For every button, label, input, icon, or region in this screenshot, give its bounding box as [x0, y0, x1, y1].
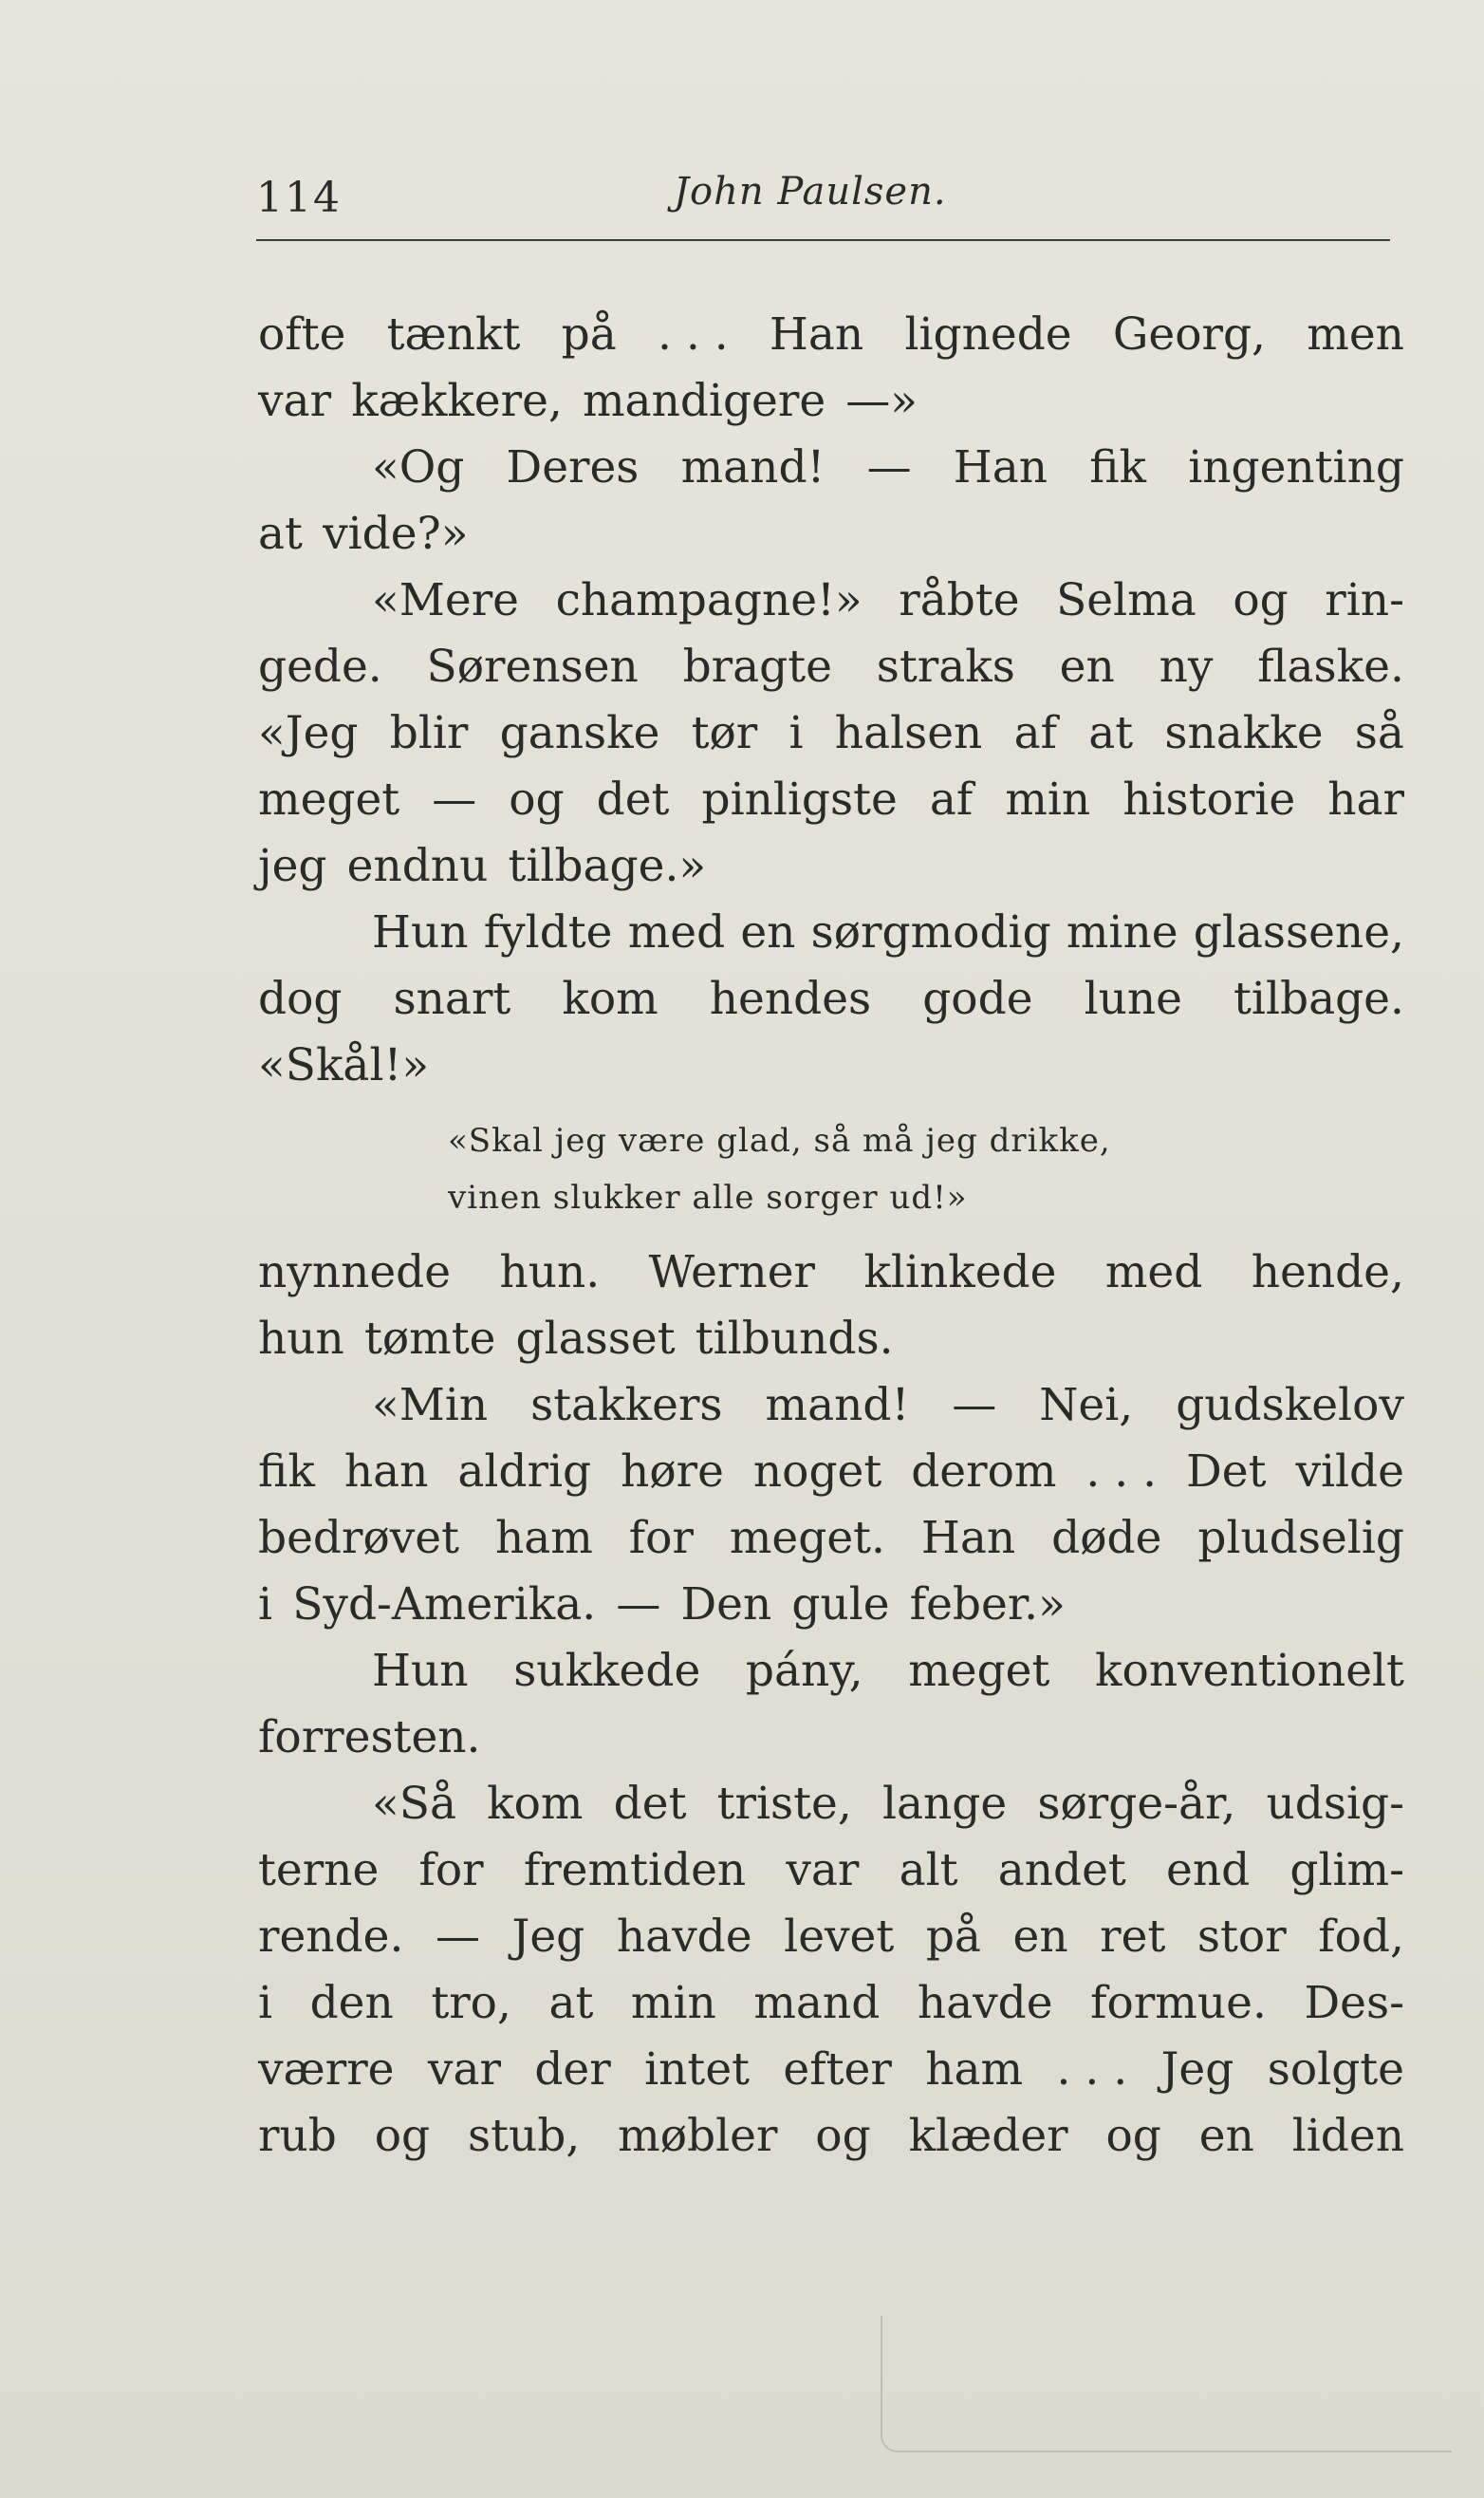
- word: triste,: [716, 1778, 852, 1830]
- word: men: [1307, 308, 1404, 361]
- word: kækkere,: [351, 375, 563, 427]
- text-line: [258, 302, 1404, 368]
- word: der: [534, 2043, 611, 2096]
- text-line: [258, 1837, 1404, 1904]
- text-line: [258, 900, 1404, 966]
- word: gode: [922, 973, 1033, 1025]
- word: har: [1327, 774, 1404, 826]
- word: en: [1198, 2110, 1254, 2162]
- word: mand!: [765, 1379, 910, 1431]
- word: —: [866, 441, 912, 494]
- word: Selma: [1056, 574, 1196, 626]
- word: endnu: [346, 840, 489, 892]
- word: værre: [258, 2043, 395, 2096]
- word: «Mere: [372, 574, 519, 626]
- text-line: [258, 501, 1404, 568]
- word: stub,: [467, 2110, 581, 2162]
- word: havde: [616, 1911, 752, 1963]
- word: tør: [691, 707, 758, 759]
- page-header: [256, 157, 1390, 233]
- word: hendes: [709, 973, 872, 1025]
- text-line: [258, 1771, 1404, 1837]
- word: pinligste: [701, 774, 898, 826]
- word: snakke: [1164, 707, 1324, 759]
- word: . . .: [1056, 2043, 1128, 2096]
- word: alt: [899, 1844, 958, 1896]
- text-line: [258, 568, 1404, 634]
- word: af: [929, 774, 974, 826]
- word: for: [418, 1844, 484, 1896]
- word: glassene,: [1193, 906, 1404, 959]
- text-line: [258, 634, 1404, 700]
- word: Werner: [648, 1246, 815, 1298]
- word: ham: [925, 2043, 1024, 2096]
- verse-quotation: [258, 1112, 1404, 1226]
- word: at: [548, 1977, 594, 2029]
- word: dog: [258, 973, 343, 1025]
- text-line: [258, 1638, 1404, 1705]
- running-head: John Paulsen.: [674, 170, 947, 214]
- verse-line: vinen slukker alle sorger ud!»: [448, 1179, 968, 1217]
- text-line: [258, 2037, 1404, 2103]
- word: på: [561, 308, 617, 361]
- word: mine: [1066, 906, 1178, 959]
- word: forresten.: [258, 1711, 481, 1763]
- word: og: [815, 2110, 871, 2162]
- word: var: [258, 375, 332, 427]
- word: pludselig: [1197, 1512, 1404, 1564]
- word: fyldte: [483, 906, 613, 959]
- word: Jeg: [511, 1911, 585, 1963]
- word: ny: [1159, 641, 1214, 693]
- text-line: [258, 1705, 1404, 1771]
- word: den: [309, 1977, 394, 2029]
- word: nynnede: [258, 1246, 452, 1298]
- word: så: [1354, 707, 1404, 759]
- word: terne: [258, 1844, 380, 1896]
- word: ham: [494, 1512, 593, 1564]
- word: hun: [258, 1313, 344, 1365]
- word: «Så: [372, 1778, 456, 1830]
- word: i: [788, 707, 804, 759]
- word: på: [925, 1911, 981, 1963]
- word: Nei,: [1039, 1379, 1134, 1431]
- text-line: [258, 1572, 1404, 1638]
- word: efter: [783, 2043, 892, 2096]
- text-line: [258, 767, 1404, 833]
- word: havde: [917, 1977, 1053, 2029]
- word: solgte: [1267, 2043, 1404, 2096]
- word: feber.»: [909, 1578, 1066, 1631]
- word: med: [1104, 1246, 1203, 1298]
- word: ingenting: [1188, 441, 1404, 494]
- text-line: [258, 700, 1404, 767]
- word: og: [374, 2110, 431, 2162]
- word: Syd-Amerika.: [292, 1578, 597, 1631]
- word: rende.: [258, 1911, 404, 1963]
- word: tro,: [431, 1977, 511, 2029]
- word: og: [1105, 2110, 1161, 2162]
- word: glasset: [515, 1313, 676, 1365]
- word: «Og: [372, 441, 465, 494]
- text-line: [258, 1372, 1404, 1439]
- word: Des-: [1304, 1977, 1404, 2029]
- word: rub: [258, 2110, 337, 2162]
- text-line: [258, 833, 1404, 900]
- word: sørgmodig: [810, 906, 1051, 959]
- word: pány,: [745, 1645, 863, 1697]
- word: liden: [1291, 2110, 1404, 2162]
- text-line: [258, 2103, 1404, 2170]
- word: gudskelov: [1176, 1379, 1404, 1431]
- word: råbte: [899, 574, 1020, 626]
- word: «Min: [372, 1379, 489, 1431]
- word: min: [1005, 774, 1091, 826]
- word: tilbage.»: [508, 840, 707, 892]
- word: og: [1233, 574, 1289, 626]
- word: hende,: [1251, 1246, 1404, 1298]
- verse-gap: [258, 1226, 1404, 1240]
- word: fik: [258, 1445, 315, 1498]
- text-line: [258, 1505, 1404, 1572]
- word: en: [1012, 1911, 1068, 1963]
- text-line: [258, 1033, 1404, 1099]
- word: lignede: [904, 308, 1072, 361]
- word: —: [952, 1379, 997, 1431]
- text-line: [258, 1306, 1404, 1372]
- word: mand: [753, 1977, 881, 2029]
- word: meget: [258, 774, 400, 826]
- prose-block-after-verse: [258, 1240, 1404, 2170]
- word: i: [258, 1977, 273, 2029]
- word: det: [596, 774, 670, 826]
- word: Han: [953, 441, 1048, 494]
- word: flaske.: [1257, 641, 1404, 693]
- word: Jeg: [1160, 2043, 1234, 2096]
- word: meget: [908, 1645, 1050, 1697]
- word: jeg: [258, 840, 327, 892]
- word: andet: [997, 1844, 1126, 1896]
- word: levet: [784, 1911, 895, 1963]
- word: halsen: [834, 707, 983, 759]
- word: Deres: [506, 441, 640, 494]
- bleed-through-frame: [881, 2316, 1452, 2452]
- word: tilbunds.: [695, 1313, 894, 1365]
- word: fik: [1089, 441, 1147, 494]
- word: aldrig: [457, 1445, 592, 1498]
- word: min: [630, 1977, 716, 2029]
- word: stor: [1196, 1911, 1287, 1963]
- word: en: [1059, 641, 1115, 693]
- word: og: [509, 774, 565, 826]
- word: udsig-: [1266, 1778, 1404, 1830]
- word: ganske: [499, 707, 660, 759]
- word: —: [435, 1911, 480, 1963]
- text-line: [258, 1439, 1404, 1505]
- word: døde: [1051, 1512, 1162, 1564]
- text-line: [258, 1970, 1404, 2037]
- word: gede.: [258, 641, 382, 693]
- word: Sørensen: [426, 641, 639, 693]
- verse-gap: [258, 1099, 1404, 1112]
- text-line: [258, 966, 1404, 1033]
- word: i: [258, 1578, 273, 1631]
- word: straks: [876, 641, 1015, 693]
- word: Georg,: [1112, 308, 1266, 361]
- word: tænkt: [386, 308, 521, 361]
- word: tilbage.: [1234, 973, 1404, 1025]
- word: høre: [621, 1445, 724, 1498]
- word: klæder: [908, 2110, 1068, 2162]
- word: —»: [845, 375, 918, 427]
- word: derom: [911, 1445, 1057, 1498]
- verse-line: «Skal jeg være glad, så må jeg drikke,: [448, 1122, 1111, 1160]
- word: mand!: [680, 441, 825, 494]
- word: . . .: [1085, 1445, 1158, 1498]
- word: ofte: [258, 308, 346, 361]
- word: —: [432, 774, 477, 826]
- word: bragte: [682, 641, 832, 693]
- word: han: [343, 1445, 429, 1498]
- word: Han: [920, 1512, 1016, 1564]
- word: fod,: [1318, 1911, 1404, 1963]
- word: Han: [769, 308, 864, 361]
- word: en: [740, 906, 796, 959]
- word: intet: [644, 2043, 751, 2096]
- word: glim-: [1289, 1844, 1404, 1896]
- word: rin-: [1325, 574, 1404, 626]
- text-line: [258, 1904, 1404, 1970]
- word: «Jeg: [258, 707, 359, 759]
- text-line: [258, 435, 1404, 501]
- word: stakkers: [530, 1379, 723, 1431]
- word: var: [786, 1844, 860, 1896]
- word: konventionelt: [1095, 1645, 1404, 1697]
- word: vide?»: [323, 508, 469, 560]
- prose-block-before-verse: [258, 302, 1404, 1099]
- word: meget.: [729, 1512, 885, 1564]
- word: tømte: [363, 1313, 496, 1365]
- word: klinkede: [863, 1246, 1057, 1298]
- body-text: [258, 302, 1404, 2170]
- word: lange: [881, 1778, 1008, 1830]
- word: Hun: [372, 906, 469, 959]
- word: snart: [393, 973, 511, 1025]
- word: fremtiden: [523, 1844, 747, 1896]
- word: lune: [1084, 973, 1182, 1025]
- word: Den: [680, 1578, 772, 1631]
- word: —: [616, 1578, 661, 1631]
- word: champagne!»: [555, 574, 863, 626]
- word: formue.: [1090, 1977, 1267, 2029]
- word: blir: [389, 707, 469, 759]
- header-rule: [256, 239, 1390, 241]
- word: Hun: [372, 1645, 469, 1697]
- word: mandigere: [582, 375, 826, 427]
- word: hun.: [499, 1246, 601, 1298]
- word: . . .: [657, 308, 729, 361]
- word: end: [1166, 1844, 1251, 1896]
- page-number: 114: [256, 174, 342, 222]
- word: det: [613, 1778, 687, 1830]
- word: ret: [1100, 1911, 1166, 1963]
- word: var: [427, 2043, 501, 2096]
- word: sørge-år,: [1037, 1778, 1236, 1830]
- word: for: [628, 1512, 694, 1564]
- word: Det: [1186, 1445, 1267, 1498]
- word: af: [1013, 707, 1057, 759]
- word: møbler: [618, 2110, 778, 2162]
- word: sukkede: [513, 1645, 701, 1697]
- word: gule: [791, 1578, 890, 1631]
- word: vilde: [1295, 1445, 1404, 1498]
- word: historie: [1122, 774, 1296, 826]
- text-line: [258, 368, 1404, 435]
- text-line: [258, 1240, 1404, 1306]
- word: at: [258, 508, 303, 560]
- word: kom: [487, 1778, 584, 1830]
- word: «Skål!»: [258, 1039, 430, 1091]
- word: noget: [752, 1445, 882, 1498]
- word: kom: [562, 973, 659, 1025]
- word: bedrøvet: [258, 1512, 460, 1564]
- word: med: [627, 906, 726, 959]
- word: at: [1088, 707, 1134, 759]
